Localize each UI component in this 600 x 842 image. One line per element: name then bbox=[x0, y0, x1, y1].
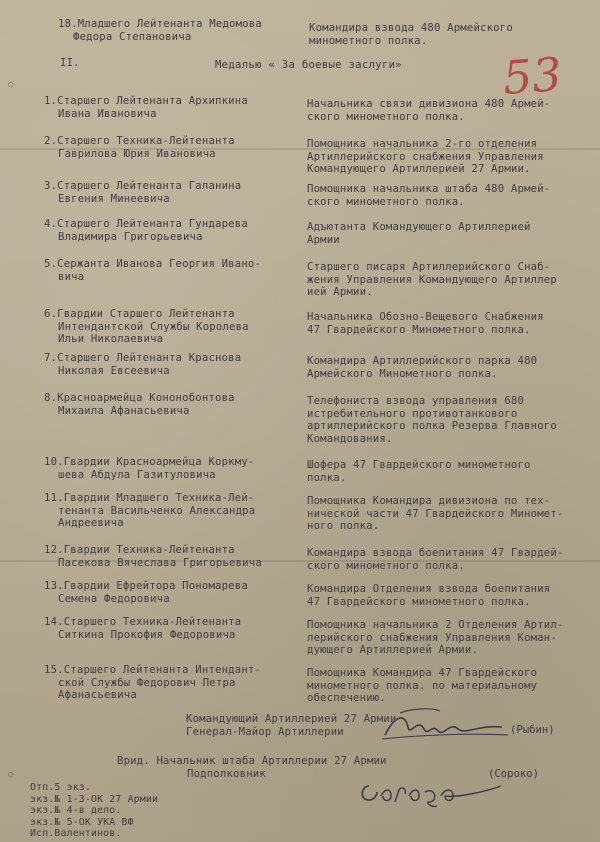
position-line: полка. bbox=[307, 471, 347, 484]
position-line: Помощника начальника 2 Отделения Артил- bbox=[307, 619, 564, 631]
awardee-name bbox=[44, 352, 299, 377]
name-text: Старшего Техника-Лейтенанта bbox=[57, 135, 235, 147]
name-line: Владимира Григорьевича bbox=[58, 230, 203, 243]
name-line: Афанасьевича bbox=[58, 689, 137, 701]
footer-line: экз.№ 5-ОК УКА ВФ bbox=[30, 816, 134, 828]
position-line: лерийского снабжения Управления Коман- bbox=[307, 631, 557, 644]
commander-title-line: Генерал-Майор Артиллерии bbox=[186, 725, 344, 738]
entry-number: 2. bbox=[44, 135, 58, 147]
chief-title bbox=[117, 755, 387, 780]
awardee-name bbox=[44, 135, 299, 160]
position-line: Командира Отделения взвода боепитания bbox=[307, 583, 551, 595]
awardee-name bbox=[44, 616, 299, 641]
position-line: Помощника начальника штаба 480 Армей- bbox=[307, 183, 551, 195]
name-line bbox=[44, 218, 299, 231]
name-line: Ситкина Прокофия Федоровича bbox=[58, 628, 236, 641]
position-line: Командира взвода боепитания 47 Гвардей- bbox=[307, 547, 564, 559]
position-line: Помощника начальника 2-го отделения bbox=[307, 138, 538, 150]
footer-line: экз.№ 1-3-ОК 27 Армии bbox=[30, 793, 159, 805]
entry-number: 8. bbox=[44, 392, 58, 404]
entry-number: 12. bbox=[44, 544, 64, 556]
position-line: ского минометного полка. bbox=[307, 559, 465, 572]
awardee-position bbox=[307, 311, 592, 336]
position-line: Командующего Артиллерией 27 Армии. bbox=[307, 163, 531, 175]
awardee-position bbox=[307, 495, 592, 533]
entry-number: 11. bbox=[44, 492, 64, 504]
chief-name: (Сороко) bbox=[488, 768, 540, 780]
name-text: Старшего Лейтенанта Гундарева bbox=[57, 218, 248, 230]
name-line bbox=[44, 492, 299, 505]
name-text: Сержанта Иванова Георгия Ивано- bbox=[57, 258, 262, 270]
position-line: Армейского Минометного полка. bbox=[307, 367, 498, 380]
chief-title-line: Подполковник bbox=[187, 767, 266, 780]
awardee-name bbox=[44, 456, 299, 481]
name-line bbox=[44, 180, 299, 193]
entry-number: 18. bbox=[58, 18, 78, 30]
entry-number: 1. bbox=[44, 95, 58, 107]
position-line: ией Армии. bbox=[307, 286, 373, 298]
red-pencil-number: 53 bbox=[501, 47, 564, 105]
distribution-footer bbox=[30, 782, 158, 840]
name-line: Пасекова Вячеслава Григорьевича bbox=[58, 556, 262, 569]
awardee-name bbox=[44, 392, 299, 417]
position-line: Командования. bbox=[307, 432, 393, 445]
name-line bbox=[44, 352, 299, 365]
position-line: Командира взвода 480 Армейского bbox=[309, 22, 513, 34]
position-line: Артиллерийского снабжения Управления bbox=[307, 150, 544, 163]
name-text: Старшего Техника-Лейтенанта bbox=[63, 616, 242, 628]
name-line bbox=[44, 95, 299, 108]
entry-number: 4. bbox=[44, 218, 58, 230]
position-line: Адъютанта Командующего Артиллерией bbox=[307, 221, 531, 233]
name-line bbox=[44, 664, 299, 677]
footer-line: Отп.5 экз. bbox=[30, 782, 91, 793]
name-text: Гвардии Техника-Лейтенанта bbox=[63, 544, 235, 556]
name-line bbox=[44, 544, 299, 557]
footer-line: Исп.Валентинов. bbox=[30, 828, 122, 839]
commander-signature-icon bbox=[380, 705, 510, 745]
position-line: артиллерийского полка Резерва Главного bbox=[307, 420, 557, 432]
chief-signature-icon bbox=[355, 772, 505, 812]
position-line: жения Управления Командующего Артиллер bbox=[307, 273, 557, 286]
name-text: Старшего Лейтенанта Архипкина bbox=[57, 95, 248, 107]
position-line: 47 Гвардейского Минометного полка. bbox=[307, 323, 531, 336]
name-line bbox=[44, 135, 299, 148]
name-line: Ильи Николаевича bbox=[58, 333, 164, 345]
awardee-position bbox=[307, 138, 592, 176]
awardee-name bbox=[44, 492, 299, 530]
position-line: Телефониста взвода управления 680 bbox=[307, 395, 525, 407]
name-text: Гвардии Ефрейтора Пономарева bbox=[63, 580, 248, 592]
name-line bbox=[44, 392, 299, 405]
name-line: Евгения Минеевича bbox=[58, 192, 170, 205]
awardee-name bbox=[44, 95, 299, 120]
awardee-name bbox=[44, 258, 299, 283]
name-line: Николая Евсеевича bbox=[58, 364, 170, 377]
awardee-position bbox=[307, 583, 592, 608]
position-line: ского минометного полка. bbox=[307, 195, 465, 208]
name-line: шева Абдула Газитуловича bbox=[58, 468, 216, 481]
position-line: нической части 47 Гвардейского Миномет- bbox=[307, 507, 564, 520]
top-entry-name bbox=[58, 18, 313, 43]
position-line: минометного полка. bbox=[309, 34, 428, 47]
name-line bbox=[44, 580, 299, 593]
name-line: ской Службы Федорович Петра bbox=[58, 676, 236, 689]
name-line: Интендантской Службы Королева bbox=[58, 320, 249, 333]
name-text: Гвардии Старшего Лейтенанта bbox=[57, 308, 235, 320]
name-text: Гвардии Младшего Техника-Лей- bbox=[63, 492, 255, 504]
name-text: Старшего Лейтенанта Краснова bbox=[57, 352, 242, 364]
name-line: Михаила Афанасьевича bbox=[58, 404, 190, 417]
section-title: Медалью « За боевые заслуги» bbox=[215, 59, 402, 71]
punch-hole-icon: ○ bbox=[8, 770, 14, 780]
awardee-position bbox=[307, 667, 592, 705]
entry-number: 5. bbox=[44, 258, 58, 270]
name-line: тенанта Васильченко Александра bbox=[58, 504, 256, 517]
name-line bbox=[44, 616, 299, 629]
top-entry-position bbox=[309, 22, 594, 47]
awardee-name bbox=[44, 664, 299, 702]
position-line: 47 Гвардейского минометного полка. bbox=[307, 595, 531, 608]
name-text: Гвардии Красноармейца Коркму- bbox=[63, 456, 255, 468]
name-line bbox=[44, 456, 299, 469]
position-line: Начальника связи дивизиона 480 Армей- bbox=[307, 98, 551, 110]
position-line: Помощника Командира 47 Гвардейского bbox=[307, 667, 538, 679]
awardee-name bbox=[44, 308, 299, 346]
name-line bbox=[44, 308, 299, 321]
position-line: Командира Артиллерийского парка 480 bbox=[307, 355, 538, 367]
awardee-position bbox=[307, 547, 592, 572]
punch-hole-icon: ○ bbox=[8, 80, 14, 90]
name-line: Семена Федоровича bbox=[58, 592, 170, 605]
entry-number: 7. bbox=[44, 352, 58, 364]
commander-name: (Рыбин) bbox=[510, 724, 555, 736]
awardee-name bbox=[44, 218, 299, 243]
position-line: Шофера 47 Гвардейского минометного bbox=[307, 459, 531, 471]
awardee-position bbox=[307, 98, 592, 123]
position-line: Начальника Обозно-Вещевого Снабжения bbox=[307, 311, 544, 323]
awardee-name bbox=[44, 544, 299, 569]
position-line: минометного полка. по материальному bbox=[307, 679, 538, 692]
name-line: Ивана Ивановича bbox=[58, 107, 157, 120]
awardee-position bbox=[307, 221, 592, 246]
awardee-position bbox=[307, 183, 592, 208]
entry-number: 13. bbox=[44, 580, 64, 592]
name-line: Младшего Лейтенанта Медомова bbox=[77, 18, 262, 30]
name-line bbox=[44, 258, 299, 271]
entry-number: 6. bbox=[44, 308, 58, 320]
awardee-name bbox=[44, 580, 299, 605]
name-text: Старшего Лейтенанта Интендант- bbox=[63, 664, 262, 676]
commander-title bbox=[186, 713, 397, 738]
position-line: обеспечению. bbox=[307, 692, 386, 704]
position-line: дующего Артиллерией Армии. bbox=[307, 644, 479, 656]
awardee-position bbox=[307, 355, 592, 380]
position-line: Помощника Командира дивизиона по тех- bbox=[307, 495, 551, 507]
entry-number: 15. bbox=[44, 664, 64, 676]
position-line: Армии bbox=[307, 233, 340, 246]
name-line: Гаврилова Юрия Ивановича bbox=[58, 147, 216, 160]
awardee-position bbox=[307, 261, 592, 299]
position-line: истребительного противотанкового bbox=[307, 407, 518, 420]
name-line: Андреевича bbox=[58, 517, 124, 529]
footer-line: экз.№ 4-в дело. bbox=[30, 805, 122, 816]
chief-title-line: Врид. Начальник штаба Артиллерии 27 Армии bbox=[117, 755, 387, 767]
name-line: Федора Степановича bbox=[73, 30, 192, 43]
name-text: Красноармейца Кононобонтова bbox=[57, 392, 235, 404]
awardee-position bbox=[307, 459, 592, 484]
entry-number: 14. bbox=[44, 616, 64, 628]
entry-number: 10. bbox=[44, 456, 64, 468]
name-line: вича bbox=[58, 270, 85, 283]
entry-number: 3. bbox=[44, 180, 58, 192]
awardee-name bbox=[44, 180, 299, 205]
position-line: Старшего писаря Артиллерийского Снаб- bbox=[307, 261, 551, 273]
position-line: ного полка. bbox=[307, 520, 380, 532]
section-number: II. bbox=[60, 57, 80, 69]
awardee-position bbox=[307, 619, 592, 657]
name-text: Старшего Лейтенанта Галанина bbox=[57, 180, 242, 192]
awardee-position bbox=[307, 395, 592, 445]
position-line: ского минометного полка. bbox=[307, 110, 465, 123]
commander-title-line: Командующий Артиллерией 27 Армии bbox=[186, 713, 397, 725]
